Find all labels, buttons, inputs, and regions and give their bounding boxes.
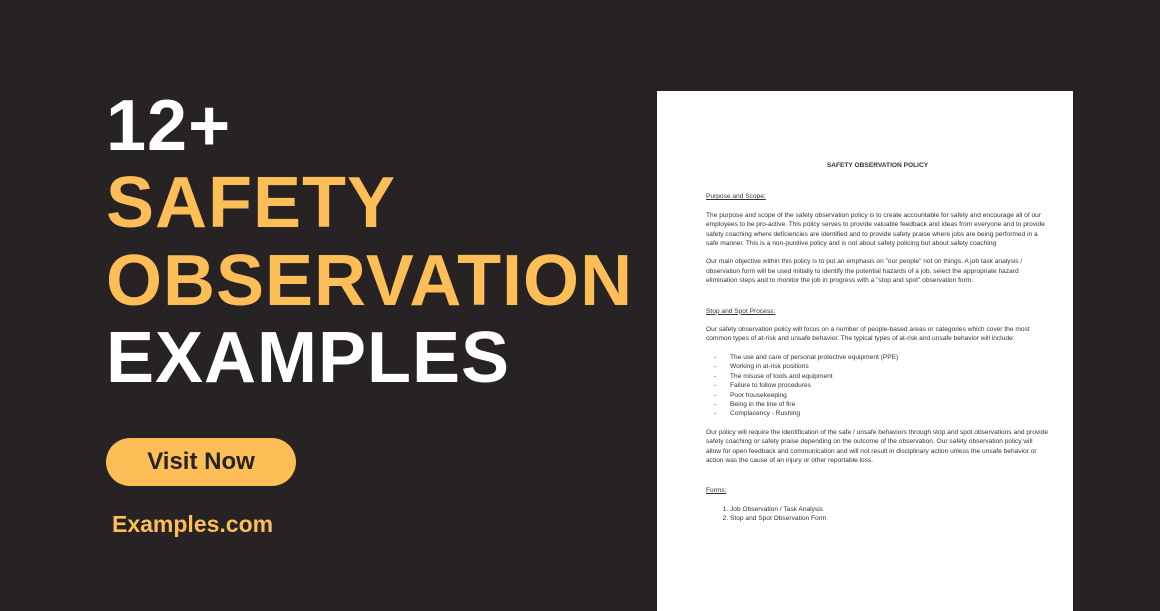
- list-item: - Complacency - Rushing: [714, 409, 1049, 418]
- headline-line3: EXAMPLES: [106, 318, 511, 398]
- forms-list: [730, 505, 1049, 524]
- behavior-list: [714, 353, 1049, 419]
- list-item: 2. Stop and Spot Observation Form: [730, 514, 1049, 523]
- list-item: - Being in the line of fire: [714, 400, 1049, 409]
- headline-count: 12+: [106, 86, 232, 166]
- document-title: SAFETY OBSERVATION POLICY: [826, 162, 929, 169]
- site-link[interactable]: Examples.com: [112, 511, 274, 537]
- paragraph: Our safety observation policy will focus on a number of people-based areas or categories which cover the most common types of at-risk and unsafe behavior. The typical types of at-risk and unsafe behavior will include:: [706, 326, 1030, 343]
- section-heading: Forms:: [706, 487, 727, 495]
- list-item: - The misuse of tools and equipment: [714, 372, 1049, 381]
- paragraph: Our main objective within this policy is to put an emphasis on "our people" not on things. A job task analysis / observation form will be used initially to identify the potential hazards of a job, select the appropriate hazard elimination steps and to monitor the job in progress with a "stop and spot" observation form.: [706, 258, 1023, 285]
- list-item: - Failure to follow procedures: [714, 381, 1049, 390]
- paragraph: Our policy will require the identification of the safe / unsafe behaviors through stop and spot observations and provide safety coaching or safety praise depending on the outcome of the observation. Our safety observation policy will allow for open feedback and communication and will not result in disciplinary action unless the unsafe behavior or action was the cause of an injury or other reportable loss.: [706, 428, 1048, 464]
- list-item: - Working in at-risk positions: [714, 362, 1049, 371]
- headline-line2: OBSERVATION: [106, 241, 634, 321]
- list-item: 1. Job Observation / Task Analysis: [730, 505, 1049, 514]
- document-preview: [657, 91, 1073, 611]
- section-heading: Purpose and Scope:: [706, 193, 766, 201]
- paragraph: The purpose and scope of the safety observation policy is to create accountable for safety and encourage all of our employees to be pro-active. This policy serves to provide valuable feedback and ideas from everyone and to provide safety coaching where deficiencies are identified and to provide safety praise where jobs are being performed in a safe manner. This is a non-punitive policy and is not about safety policing but about safety coaching: [706, 211, 1045, 248]
- headline-line1: SAFETY: [106, 163, 397, 243]
- visit-now-button[interactable]: Visit Now: [106, 438, 296, 486]
- list-item: - The use and care of personal protective equipment (PPE): [714, 353, 1049, 362]
- section-heading: Stop and Spot Process:: [706, 307, 776, 315]
- list-item: - Poor housekeeping: [714, 391, 1049, 400]
